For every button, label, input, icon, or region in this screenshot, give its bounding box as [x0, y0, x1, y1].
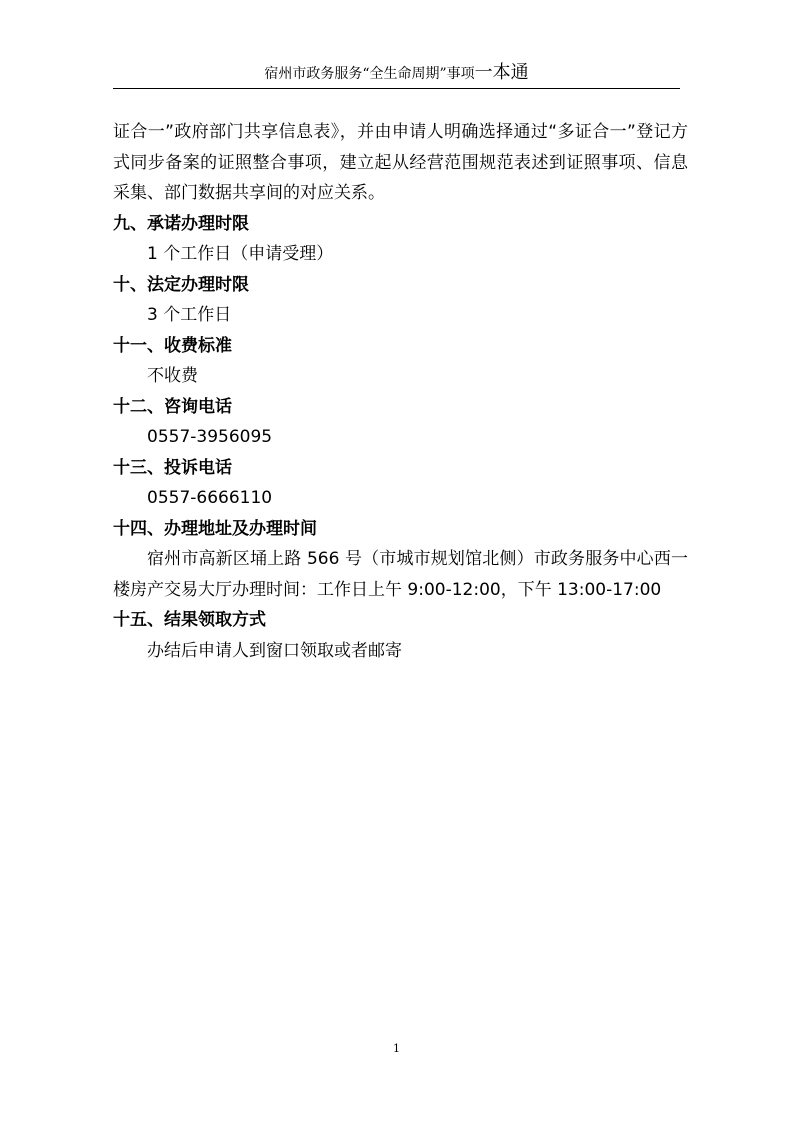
intro-paragraph: 证合一”政府部门共享信息表》，并由申请人明确选择通过“多证合一”登记方式同步备案的证照整合事项，建立起从经营范围规范表述到证照事项、信息采集、部门数据共享间的对应关系。: [113, 122, 688, 203]
header-title-tail: 一本通: [474, 62, 529, 83]
section-value-inquiry-phone: 0557-3956095: [147, 427, 273, 447]
section-heading-inquiry-phone: 十二、咨询电话: [113, 396, 232, 417]
section-heading-address-hours: 十四、办理地址及办理时间: [113, 518, 317, 539]
section-heading-fee: 十一、收费标准: [113, 335, 232, 356]
page-number: 1: [393, 1042, 400, 1055]
section-value-legal-time: 3 个工作日: [147, 305, 232, 325]
section-value-address-hours: 宿州市高新区埇上路 566 号（市城市规划馆北侧）市政务服务中心西一楼房产交易大厅办理时间：工作日上午 9:00-12:00，下午 13:00-17:00: [113, 549, 688, 600]
section-value-complaint-phone: 0557-6666110: [147, 488, 273, 508]
header-title-main: 宿州市政务服务“全生命周期”事项: [264, 66, 475, 82]
section-heading-legal-time: 十、法定办理时限: [113, 274, 249, 295]
header-divider: [113, 88, 680, 89]
section-heading-result-collection: 十五、结果领取方式: [113, 610, 266, 630]
section-heading-complaint-phone: 十三、投诉电话: [113, 457, 232, 478]
document-body: [113, 117, 688, 666]
section-value-commitment-time: 1 个工作日（申请受理）: [147, 244, 334, 264]
section-value-result-collection: 办结后申请人到窗口领取或者邮寄: [147, 640, 402, 661]
page-header: [0, 62, 793, 85]
section-heading-commitment-time: 九、承诺办理时限: [113, 213, 249, 234]
section-value-fee: 不收费: [147, 366, 198, 386]
